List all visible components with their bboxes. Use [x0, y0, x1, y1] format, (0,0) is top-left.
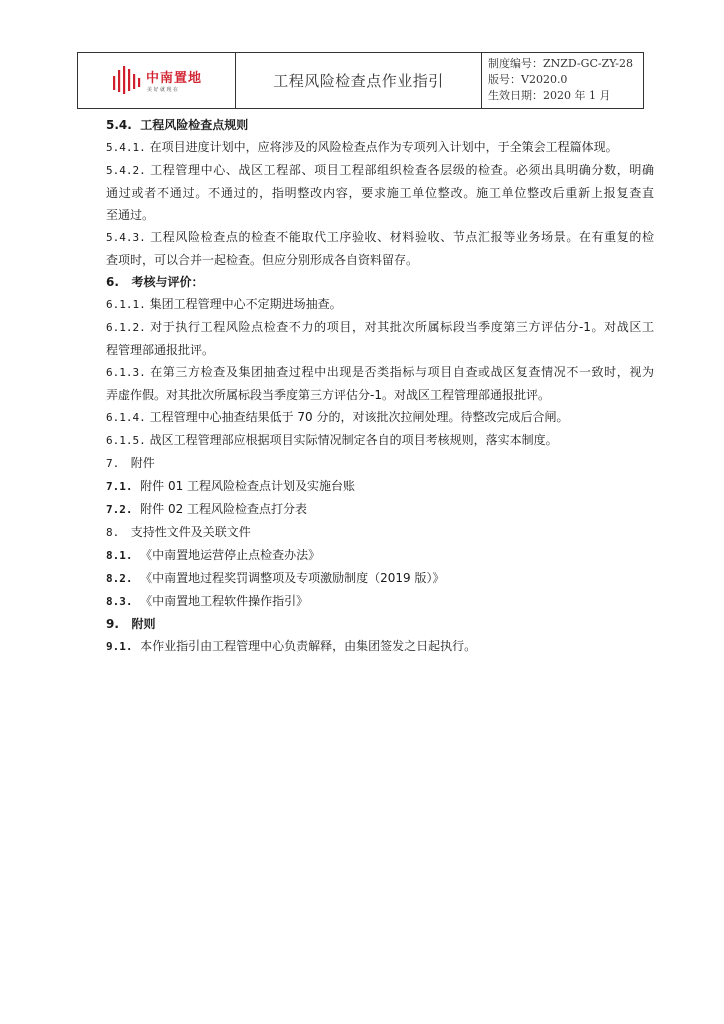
effective-date: 生效日期：2020 年 1 月: [488, 89, 611, 102]
logo-cell: [78, 53, 236, 108]
section-heading: 8. 支持性文件及关联文件: [106, 525, 251, 539]
brand-logo-icon: [112, 66, 142, 94]
document-version: 版号：V2020.0: [488, 73, 568, 86]
clause-paragraph: 5.4.2. 工程管理中心、战区工程部、项目工程部组织检查各层级的检查。必须出具明确分数，明确: [106, 163, 654, 177]
title-cell: [236, 53, 482, 108]
related-document-item: 8.3. 《中南置地工程软件操作指引》: [106, 594, 309, 608]
section-heading: 7. 附件: [106, 456, 155, 470]
related-document-item: 8.2. 《中南置地过程奖罚调整项及专项激励制度（2019 版）》: [106, 571, 445, 585]
brand-slogan: 美好就现在: [147, 87, 180, 93]
clause-paragraph-continued: 查项时，可以合并一起检查。但应分别形成各自资料留存。: [106, 253, 419, 267]
clause-paragraph: 6.1.4. 工程管理中心抽查结果低于 70 分的，对该批次拉闸处理。待整改完成后合闸。: [106, 410, 569, 424]
clause-paragraph: 5.4.1. 在项目进度计划中，应将涉及的风险检查点作为专项列入计划中，于全策会工程篇体现。: [106, 140, 618, 154]
clause-paragraph: 6.1.5. 战区工程管理部应根据项目实际情况制定各自的项目考核规则，落实本制度。: [106, 433, 558, 447]
clause-paragraph: 9.1. 本作业指引由工程管理中心负责解释，由集团签发之日起执行。: [106, 639, 477, 653]
clause-paragraph: 6.1.3. 在第三方检查及集团抽查过程中出现是否类指标与项目自查或战区复查情况不一致时，视为: [106, 365, 654, 379]
clause-paragraph-continued: 弄虚作假。对其批次所属标段当季度第三方评估分-1。对战区工程管理部通报批评。: [106, 388, 550, 402]
related-document-item: 8.1. 《中南置地运营停止点检查办法》: [106, 548, 321, 562]
clause-paragraph: 6.1.2. 对于执行工程风险点检查不力的项目，对其批次所属标段当季度第三方评估分-1。对战区工: [106, 320, 654, 334]
section-heading: 6. 考核与评价：: [106, 275, 204, 289]
clause-paragraph: 6.1.1. 集团工程管理中心不定期进场抽查。: [106, 297, 342, 311]
document-code: 制度编号：ZNZD-GC-ZY-28: [488, 57, 633, 70]
attachment-item: 7.1. 附件 01 工程风险检查点计划及实施台账: [106, 479, 356, 493]
clause-paragraph-continued: 至通过。: [106, 208, 155, 222]
clause-paragraph-continued: 程管理部通报批评。: [106, 343, 215, 357]
document-body: [106, 114, 654, 658]
section-heading: 9. 附则: [106, 617, 156, 631]
meta-cell: [482, 53, 643, 108]
attachment-item: 7.2. 附件 02 工程风险检查点打分表: [106, 502, 308, 516]
document-header-table: [77, 52, 644, 109]
brand-name: 中南置地: [146, 71, 203, 86]
clause-paragraph-continued: 通过或者不通过。不通过的，指明整改内容，要求施工单位整改。施工单位整改后重新上报复查直: [106, 186, 654, 200]
document-title: 工程风险检查点作业指引: [273, 72, 444, 90]
section-heading: 5.4. 工程风险检查点规则: [106, 118, 249, 132]
clause-paragraph: 5.4.3. 工程风险检查点的检查不能取代工序验收、材料验收、节点汇报等业务场景。在有重复的检: [106, 230, 654, 244]
